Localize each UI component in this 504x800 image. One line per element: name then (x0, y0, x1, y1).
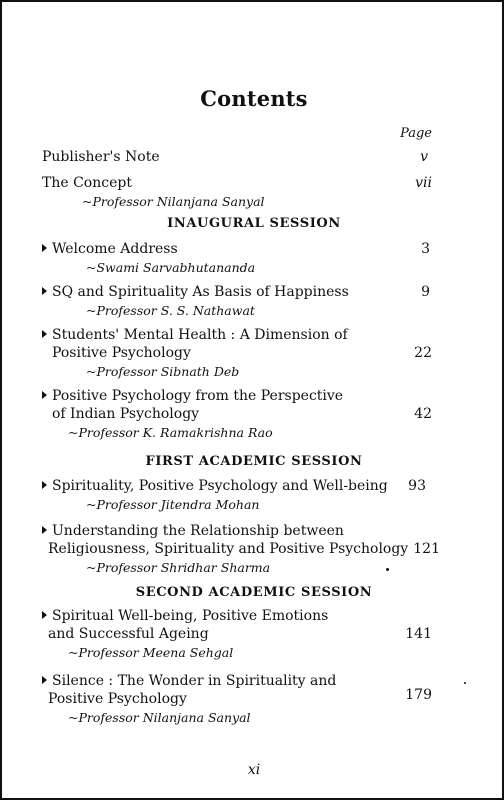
toc-entry-spiritual-well-being-ageing (42, 607, 432, 662)
stray-dot (386, 568, 389, 571)
entry-author: ~Swami Sarvabhutananda (86, 260, 256, 275)
entry-title-line-2: and Successful Ageing (48, 626, 209, 642)
entry-title: The Concept (42, 175, 132, 191)
toc-entry-the-concept (42, 174, 432, 211)
entry-author: ~Professor Jitendra Mohan (86, 497, 260, 512)
entry-title-line-2: Religiousness, Spirituality and Positive Psychology (48, 541, 409, 557)
entry-title-line-2: of Indian Psychology (52, 406, 200, 422)
entry-title-line-2: Positive Psychology (52, 345, 191, 361)
toc-entry-sq-spirituality (42, 283, 432, 320)
entry-page: 179 (405, 687, 432, 703)
entry-page: 9 (421, 284, 430, 300)
entry-title-line-2: Positive Psychology (48, 691, 187, 707)
entry-title: Welcome Address (52, 241, 178, 257)
entry-page: 42 (414, 406, 432, 422)
entry-title-line-1: Silence : The Wonder in Spirituality and (52, 673, 337, 689)
toc-entry-publishers-note (42, 148, 432, 166)
entry-title: Publisher's Note (42, 149, 160, 165)
entry-title-line-1: Positive Psychology from the Perspective (52, 388, 344, 404)
entry-page: 121 (413, 541, 440, 557)
bullet-triangle-icon (42, 611, 47, 619)
entry-page: 22 (414, 345, 432, 361)
entry-author: ~Professor Nilanjana Sanyal (68, 710, 251, 725)
toc-entry-understanding-relationship (42, 522, 440, 577)
page-number-folio: xi (247, 762, 261, 778)
session-heading-second-academic: SECOND ACADEMIC SESSION (135, 585, 373, 600)
entry-page: v (420, 149, 428, 165)
toc-entry-spirituality-well-being (42, 477, 432, 514)
entry-author: ~Professor Meena Sehgal (68, 645, 234, 660)
toc-entry-welcome-address (42, 240, 432, 277)
bullet-triangle-icon (42, 244, 47, 252)
bullet-triangle-icon (42, 481, 47, 489)
toc-entry-positive-psychology-indian (42, 387, 432, 442)
bullet-triangle-icon (42, 330, 47, 338)
entry-title: Spirituality, Positive Psychology and Well-being (52, 478, 388, 494)
page-title: Contents (200, 86, 308, 111)
toc-entry-students-mental-health (42, 326, 432, 381)
bullet-triangle-icon (42, 287, 47, 295)
page-column-header: Page (400, 126, 432, 141)
entry-author: ~Professor K. Ramakrishna Rao (68, 425, 273, 440)
bullet-triangle-icon (42, 526, 47, 534)
bullet-triangle-icon (42, 391, 47, 399)
entry-author: ~Professor Nilanjana Sanyal (82, 194, 265, 209)
entry-page: 93 (408, 478, 426, 494)
entry-author: ~Professor S. S. Nathawat (86, 303, 255, 318)
entry-page: vii (415, 175, 432, 191)
entry-title-line-1: Understanding the Relationship between (52, 523, 344, 539)
session-heading-first-academic: FIRST ACADEMIC SESSION (145, 454, 363, 469)
session-heading-inaugural: INAUGURAL SESSION (167, 216, 341, 231)
toc-entry-silence-wonder (42, 672, 432, 727)
entry-title-line-1: Students' Mental Health : A Dimension of (52, 327, 348, 343)
stray-dot (464, 682, 466, 684)
entry-title-line-1: Spiritual Well-being, Positive Emotions (52, 608, 329, 624)
bullet-triangle-icon (42, 676, 47, 684)
entry-author: ~Professor Sibnath Deb (86, 364, 240, 379)
entry-page: 3 (421, 241, 430, 257)
entry-page: 141 (405, 626, 432, 642)
entry-author: ~Professor Shridhar Sharma (86, 560, 271, 575)
entry-title: SQ and Spirituality As Basis of Happiness (52, 284, 349, 300)
